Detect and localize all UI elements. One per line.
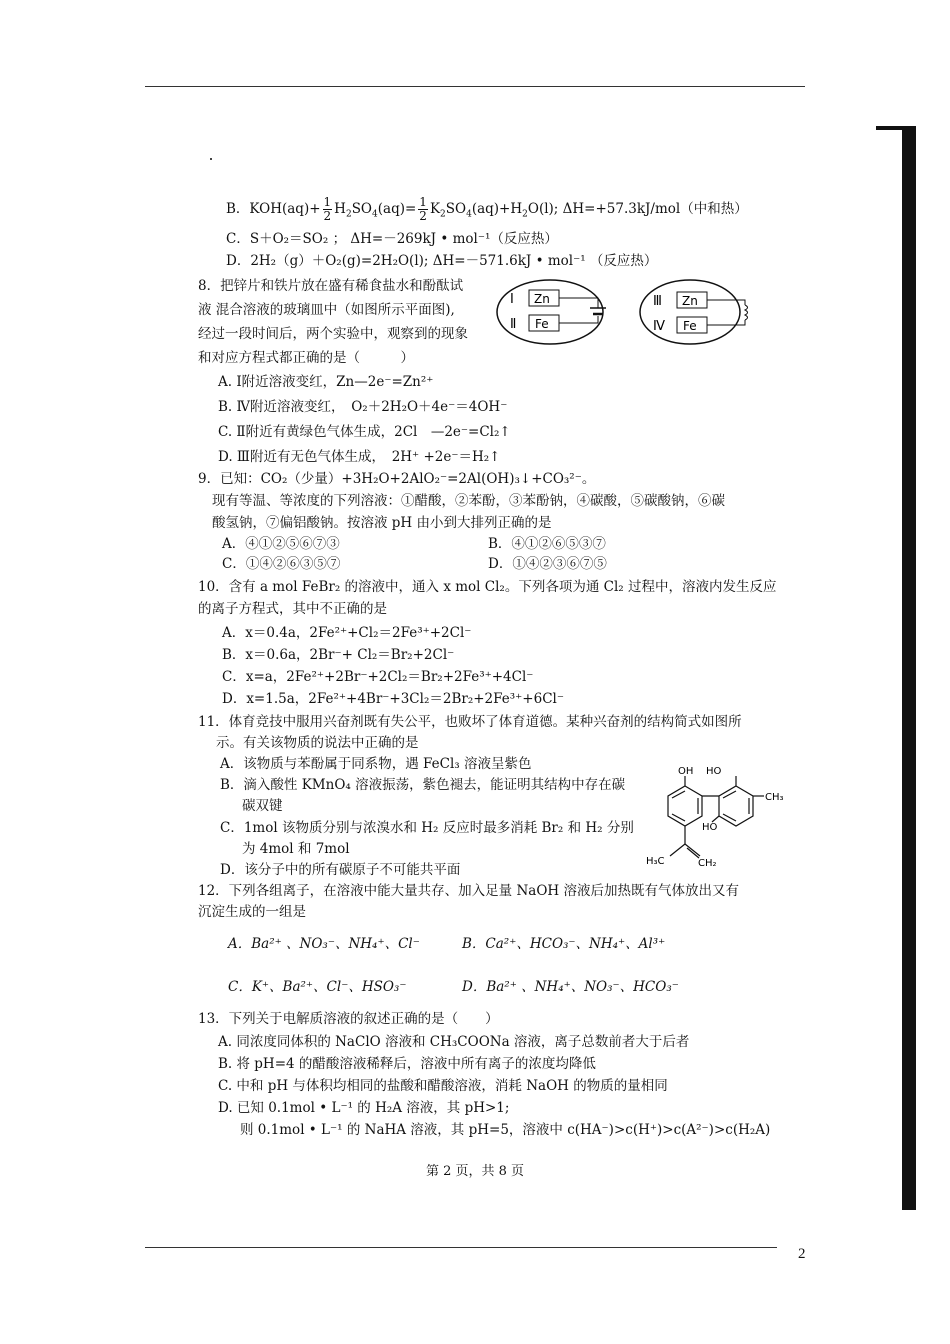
q13-option-c: C. 中和 pH 与体积均相同的盐酸和醋酸溶液，消耗 NaOH 的物质的量相同 [218,1078,668,1094]
h3c-label: H₃C [646,856,665,867]
q8-option-d: D. Ⅲ附近有无色气体生成， 2H⁺ +2e⁻＝H₂↑ [218,449,501,465]
benzene-ring-left [668,786,702,826]
q12-option-b: B．Ca²⁺、HCO₃⁻、NH₄⁺、Al³⁺ [462,936,666,952]
q12-stem-line2: 沉淀生成的一组是 [198,904,306,920]
scan-edge-bar [902,126,916,1210]
q12-option-a: A．Ba²⁺ 、NO₃⁻、NH₄⁺、Cl⁻ [228,936,420,952]
q11-option-c-line1: C．1mol 该物质分别与浓溴水和 H₂ 反应时最多消耗 Br₂ 和 H₂ 分别 [220,820,634,836]
q13-option-d-line1: D. 已知 0.1mol • L⁻¹ 的 H₂A 溶液，其 pH>1; [218,1100,510,1116]
q8-option-a: A. Ⅰ附近溶液变红，Zn—2e⁻=Zn²⁺ [218,374,434,390]
q9-line3: 酸氢钠，⑦偏铝酸钠。按溶液 pH 由小到大排列正确的是 [212,515,552,531]
q10-stem-line1: 10．含有 a mol FeBr₂ 的溶液中，通入 x mol Cl₂。下列各项为通 Cl₂ 过程中，溶液内发生反应 [198,579,777,595]
q13-option-b: B. 将 pH=4 的醋酸溶液稀释后，溶液中所有离子的浓度均降低 [218,1056,596,1072]
q7-option-c: C．S＋O₂＝SO₂ ； ΔH=－269kJ • mol⁻¹（反应热） [226,231,558,247]
q12-option-d: D．Ba²⁺ 、NH₄⁺、NO₃⁻、HCO₃⁻ [462,979,679,995]
q9-stem: 9．已知：CO₂（少量）+3H₂O+2AlO₂⁻=2Al(OH)₃↓+CO₃²⁻。 [198,471,596,487]
q12-option-c: C．K⁺、Ba²⁺、Cl⁻、HSO₃⁻ [228,979,407,995]
q9-option-a: A．④①②⑤⑥⑦③ [222,536,340,552]
fraction-half: $\frac{1}{2}$ [323,195,332,223]
oh-label-top-left: OH [678,766,694,777]
roman-label-2: Ⅱ [510,317,517,332]
q7-option-d: D．2H₂（g）＋O₂(g)=2H₂O(l); ΔH=－571.6kJ • mol⁻¹ （反应热） [226,253,658,269]
q9-option-c: C．①④②⑥③⑤⑦ [222,556,341,572]
q13-stem: 13．下列关于电解质溶液的叙述正确的是（ ） [198,1011,499,1027]
q9-option-d: D．①④②③⑥⑦⑤ [488,556,607,572]
q8-stem-line3: 经过一段时间后，两个实验中，观察到的现象 [198,326,468,342]
q11-option-b-line1: B．滴入酸性 KMnO₄ 溶液振荡，紫色褪去，能证明其结构中存在碳 [220,777,626,793]
q12-stem-line1: 12．下列各组离子，在溶液中能大量共存、加入足量 NaOH 溶液后加热既有气体放出又有 [198,883,739,899]
ho-label-bottom: HO [702,822,718,833]
roman-label-3: Ⅲ [653,294,662,309]
q7-option-b: B．KOH(aq)+ $\frac{1}{2}$ $H_2SO_4(aq)=$ $\frac{1}{2}$ $K_2SO_4(aq)+H_2O(l)$; ΔH=+57.3kJ/mol（中和热） [226,195,748,223]
zn-label-left: Zn [534,292,550,306]
fraction-half: $\frac{1}{2}$ [419,195,427,223]
q9-option-b: B．④①②⑥⑤③⑦ [488,536,606,552]
q11-option-a: A．该物质与苯酚属于同系物，遇 FeCl₃ 溶液呈紫色 [220,756,532,772]
ho-label-top-right: HO [706,766,722,777]
q10-option-c: C．x=a，2Fe²⁺+2Br⁻+2Cl₂＝Br₂+2Fe³⁺+4Cl⁻ [222,669,534,685]
q10-option-b: B．x＝0.6a，2Br⁻+ Cl₂＝Br₂+2Cl⁻ [222,647,455,663]
wire-bottom-left [559,316,598,323]
wire-top-left [559,298,598,308]
footer-rule [145,1247,777,1248]
q8-option-b: B. Ⅳ附近溶液变红， O₂＋2H₂O＋4e⁻＝4OH⁻ [218,399,508,415]
q10-option-d: D．x=1.5a，2Fe²⁺+4Br⁻+3Cl₂＝2Br₂+2Fe³⁺+6Cl⁻ [222,691,564,707]
q10-option-a: A．x＝0.4a，2Fe²⁺+Cl₂＝2Fe³⁺+2Cl⁻ [222,625,472,641]
header-rule [145,86,805,87]
q11-option-b-line2: 碳双键 [242,798,283,814]
q11-option-d: D．该分子中的所有碳原子不可能共平面 [220,862,461,878]
q8-electrochem-figure [495,278,770,348]
q13-option-d-line2: 则 0.1mol • L⁻¹ 的 NaHA 溶液，其 pH=5，溶液中 c(HA⁻)>c(H⁺)>c(A²⁻)>c(H₂A) [240,1122,771,1138]
q8-stem-line1: 8．把锌片和铁片放在盛有稀食盐水和酚酞试 [198,278,464,294]
q11-stem-line1: 11．体育竞技中服用兴奋剂既有失公平，也败坏了体育道德。某种兴奋剂的结构简式如图所 [198,714,742,730]
benzene-ring-right [719,786,753,826]
ch3-label: CH₃ [765,792,784,803]
q10-stem-line2: 的离子方程式，其中不正确的是 [198,601,387,617]
wire-bottom-right [707,320,745,325]
ch2-label: CH₂ [698,858,717,869]
q8-option-c: C. Ⅱ附近有黄绿色气体生成，2Cl —2e⁻=Cl₂↑ [218,424,511,440]
page-footer: 第 2 页，共 8 页 [425,1164,525,1179]
q13-option-a: A. 同浓度同体积的 NaClO 溶液和 CH₃COONa 溶液，离子总数前者大于后者 [218,1034,690,1050]
fe-label-left: Fe [535,317,549,331]
resistor-coil [745,305,748,320]
roman-label-1: Ⅰ [510,292,514,307]
zn-label-right: Zn [682,294,698,308]
roman-label-4: Ⅳ [653,319,665,334]
q8-stem-line4: 和对应方程式都正确的是（ ） [198,350,414,366]
q11-structure-figure [640,764,800,876]
page-number: 2 [798,1246,806,1262]
q8-stem-line2: 液 混合溶液的玻璃皿中（如图所示平面图), [198,302,455,318]
scan-speck [210,158,212,160]
q9-line2: 现有等温、等浓度的下列溶液：①醋酸，②苯酚，③苯酚钠，④碳酸，⑤碳酸钠，⑥碳 [212,493,725,509]
right-dish-outline [640,280,740,344]
q11-option-c-line2: 为 4mol 和 7mol [242,841,350,857]
fe-label-right: Fe [683,319,697,333]
q11-stem-line2: 示。有关该物质的说法中正确的是 [216,735,419,751]
